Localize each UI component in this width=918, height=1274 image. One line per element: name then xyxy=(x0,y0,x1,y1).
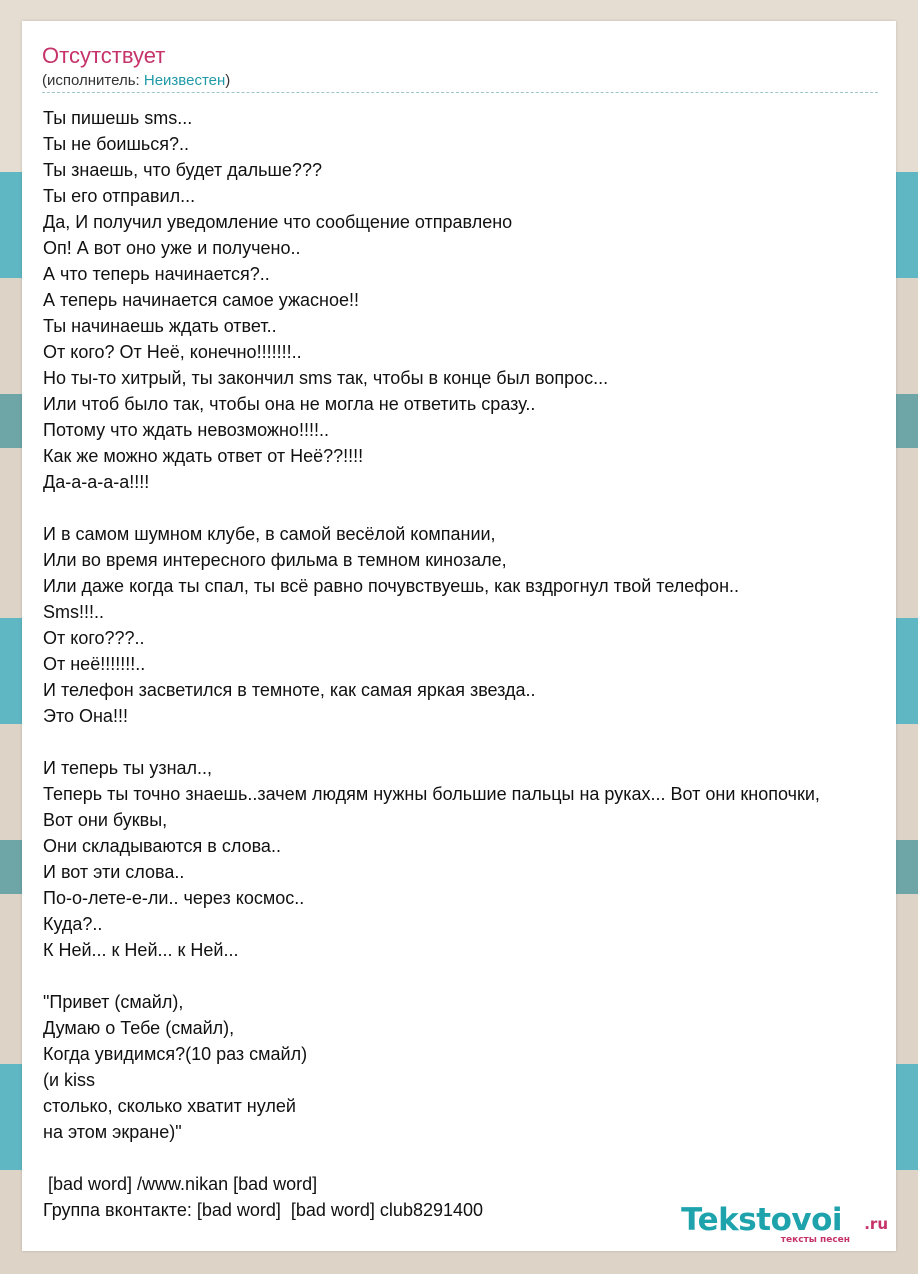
logo-tagline: тексты песен xyxy=(780,1235,850,1245)
lyrics-line: Или чтоб было так, чтобы она не могла не ответить сразу.. xyxy=(43,394,536,414)
lyrics-line: (и kiss xyxy=(43,1070,96,1090)
lyrics-line: Или даже когда ты спал, ты всё равно почувствуешь, как вздрогнул твой телефон.. xyxy=(43,576,740,596)
lyrics-line: Или во время интересного фильма в темном кинозале, xyxy=(43,550,507,570)
lyrics-line: Потому что ждать невозможно!!!!.. xyxy=(43,420,329,440)
lyrics-line: Sms!!!.. xyxy=(43,602,105,622)
logo-wordmark: Tekstovoi xyxy=(681,1202,842,1238)
lyrics-line: Ты его отправил... xyxy=(43,186,196,206)
lyrics-line: А что теперь начинается?.. xyxy=(43,264,270,284)
lyrics-line: И телефон засветился в темноте, как самая яркая звезда.. xyxy=(43,680,536,700)
lyrics-line: на этом экране)" xyxy=(43,1122,182,1142)
lyrics-line: От неё!!!!!!!.. xyxy=(43,654,146,674)
title-divider xyxy=(42,92,878,93)
lyrics-line: [bad word] /www.nikan [bad word] xyxy=(43,1174,318,1194)
lyrics-line: Ты знаешь, что будет дальше??? xyxy=(43,160,322,180)
lyrics-card xyxy=(22,21,896,1251)
lyrics-line: И в самом шумном клубе, в самой весёлой компании, xyxy=(43,524,496,544)
lyrics-line: Ты начинаешь ждать ответ.. xyxy=(43,316,277,336)
artist-prefix: (исполнитель: xyxy=(42,72,144,89)
lyrics-line: Когда увидимся?(10 раз смайл) xyxy=(43,1044,308,1064)
lyrics-line: Оп! А вот оно уже и получено.. xyxy=(43,238,301,258)
lyrics-line: Вот они буквы, xyxy=(43,810,168,830)
lyrics-line: От кого? От Неё, конечно!!!!!!!.. xyxy=(43,342,302,362)
lyrics-text xyxy=(43,105,896,1223)
lyrics-line: Да, И получил уведомление что сообщение отправлено xyxy=(43,212,513,232)
logo-tld: .ru xyxy=(864,1215,888,1233)
lyrics-line: А теперь начинается самое ужасное!! xyxy=(43,290,359,310)
lyrics-line: Да-а-а-а-а!!!! xyxy=(43,472,150,492)
lyrics-line: Это Она!!! xyxy=(43,706,128,726)
lyrics-blank-line xyxy=(43,963,896,989)
song-title: Отсутствует xyxy=(42,43,166,68)
lyrics-line: От кого???.. xyxy=(43,628,145,648)
lyrics-blank-line xyxy=(43,495,896,521)
lyrics-line: Они складываются в слова.. xyxy=(43,836,281,856)
site-logo[interactable] xyxy=(678,1203,888,1245)
lyrics-line: Теперь ты точно знаешь..зачем людям нужны большие пальцы на руках... Вот они кнопочки, xyxy=(43,784,820,804)
lyrics-blank-line xyxy=(43,729,896,755)
lyrics-line: Ты не боишься?.. xyxy=(43,134,190,154)
lyrics-line: Куда?.. xyxy=(43,914,103,934)
lyrics-line: Ты пишешь sms... xyxy=(43,108,193,128)
artist-line xyxy=(42,72,230,89)
lyrics-line: И вот эти слова.. xyxy=(43,862,185,882)
lyrics-line: Как же можно ждать ответ от Неё??!!!! xyxy=(43,446,364,466)
lyrics-line: столько, сколько хватит нулей xyxy=(43,1096,296,1116)
lyrics-line: К Ней... к Ней... к Ней... xyxy=(43,940,239,960)
lyrics-line: Думаю о Тебе (смайл), xyxy=(43,1018,235,1038)
lyrics-line: По-о-лете-е-ли.. через космос.. xyxy=(43,888,305,908)
lyrics-line: Группа вконтакте: [bad word] [bad word] club8291400 xyxy=(43,1200,484,1220)
artist-link[interactable]: Неизвестен xyxy=(143,72,226,89)
artist-suffix: ) xyxy=(225,72,231,89)
lyrics-blank-line xyxy=(43,1145,896,1171)
lyrics-line: И теперь ты узнал.., xyxy=(43,758,213,778)
lyrics-line: "Привет (смайл), xyxy=(43,992,184,1012)
lyrics-line: Но ты-то хитрый, ты закончил sms так, чтобы в конце был вопрос... xyxy=(43,368,609,388)
